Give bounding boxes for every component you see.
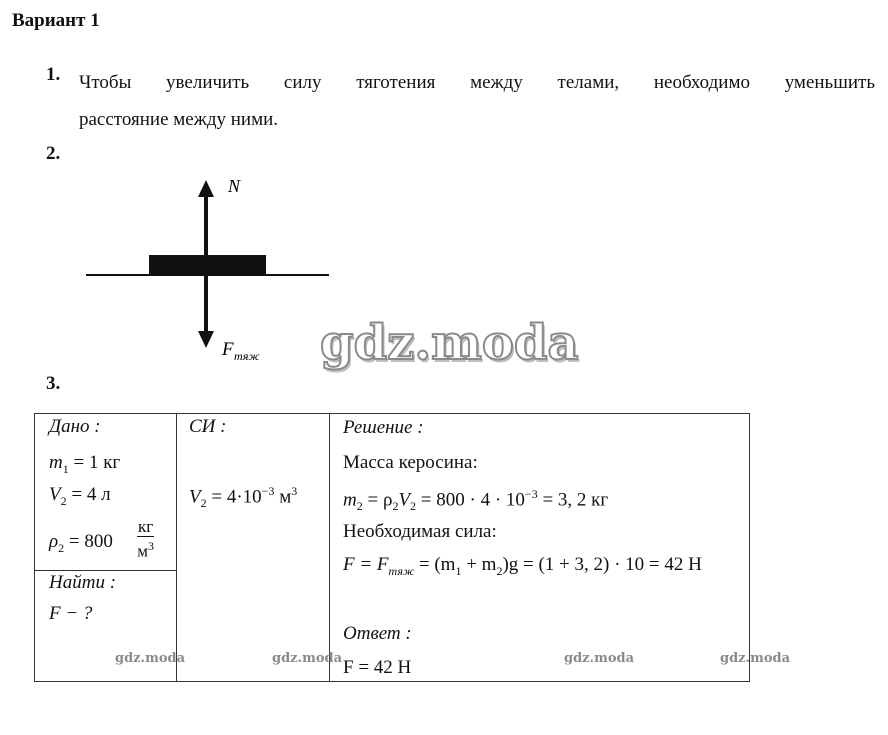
force-diagram	[80, 170, 340, 370]
question-1-number: 1.	[46, 64, 61, 85]
given-v2: $V_2 = 4$ л	[49, 484, 111, 508]
small-watermark: gdz.moda	[564, 651, 635, 666]
answer-line-1	[79, 64, 875, 101]
gravity-force-arrowhead	[198, 331, 214, 348]
label-n: N	[228, 176, 241, 196]
word: уменьшить	[784, 72, 875, 93]
block	[149, 255, 266, 275]
solution-cell	[330, 414, 791, 682]
si-cell	[177, 414, 343, 682]
word: силу	[283, 72, 322, 93]
solution-line-3: Необходимая сила:	[343, 521, 497, 542]
word: телами,	[557, 72, 620, 93]
variant-title: Вариант 1	[12, 10, 100, 31]
given-m1: $m_1 = 1$ кг	[49, 452, 121, 476]
solution-line-1: Масса керосина:	[343, 452, 478, 473]
find-header: Найти :	[49, 572, 117, 593]
word: Чтобы	[79, 72, 132, 93]
question-3-number: 3.	[46, 373, 61, 394]
word: между	[470, 72, 523, 93]
given-header: Дано :	[49, 416, 101, 437]
si-header: СИ :	[189, 416, 227, 437]
small-watermark: gdz.moda	[720, 651, 791, 666]
find-cell	[35, 571, 186, 682]
normal-force-arrowhead	[198, 180, 214, 197]
label-f-subscript: тяж	[234, 349, 260, 363]
small-watermark: gdz.moda	[272, 651, 343, 666]
watermark: gdz.moda	[320, 315, 579, 371]
solution-line-2: $m_2 = \rho_2V_2 = 800 \cdot 4 \cdot 10^{-3} = 3$, 2 кг	[343, 487, 609, 514]
word: тяготения	[356, 72, 436, 93]
solution-line-4: $F = F_{тяж} = (m_1 + m_2)g = (1 + 3$, 2) · 10 = 42 Н	[343, 554, 702, 578]
label-f: F	[222, 339, 234, 360]
answer-line-2: расстояние между ними.	[79, 109, 279, 130]
given-cell	[35, 414, 177, 571]
find-value: F − ?	[49, 603, 93, 624]
si-v2: $V_2 = 4\cdot 10^{-3}$ $м^3$	[189, 484, 298, 511]
question-1-answer	[79, 64, 875, 138]
solution-header: Решение :	[343, 417, 424, 438]
question-2-number: 2.	[46, 143, 61, 164]
rho-unit-fraction: кг $м^3$	[137, 517, 154, 561]
small-watermark: gdz.moda	[115, 651, 186, 666]
given-rho: $\rho_2 = 800$	[49, 531, 113, 555]
solution-table	[34, 413, 791, 682]
answer-value: F = 42 Н	[343, 657, 412, 678]
word: необходимо	[653, 72, 750, 93]
answer-header: Ответ :	[343, 623, 412, 644]
word: увеличить	[166, 72, 250, 93]
